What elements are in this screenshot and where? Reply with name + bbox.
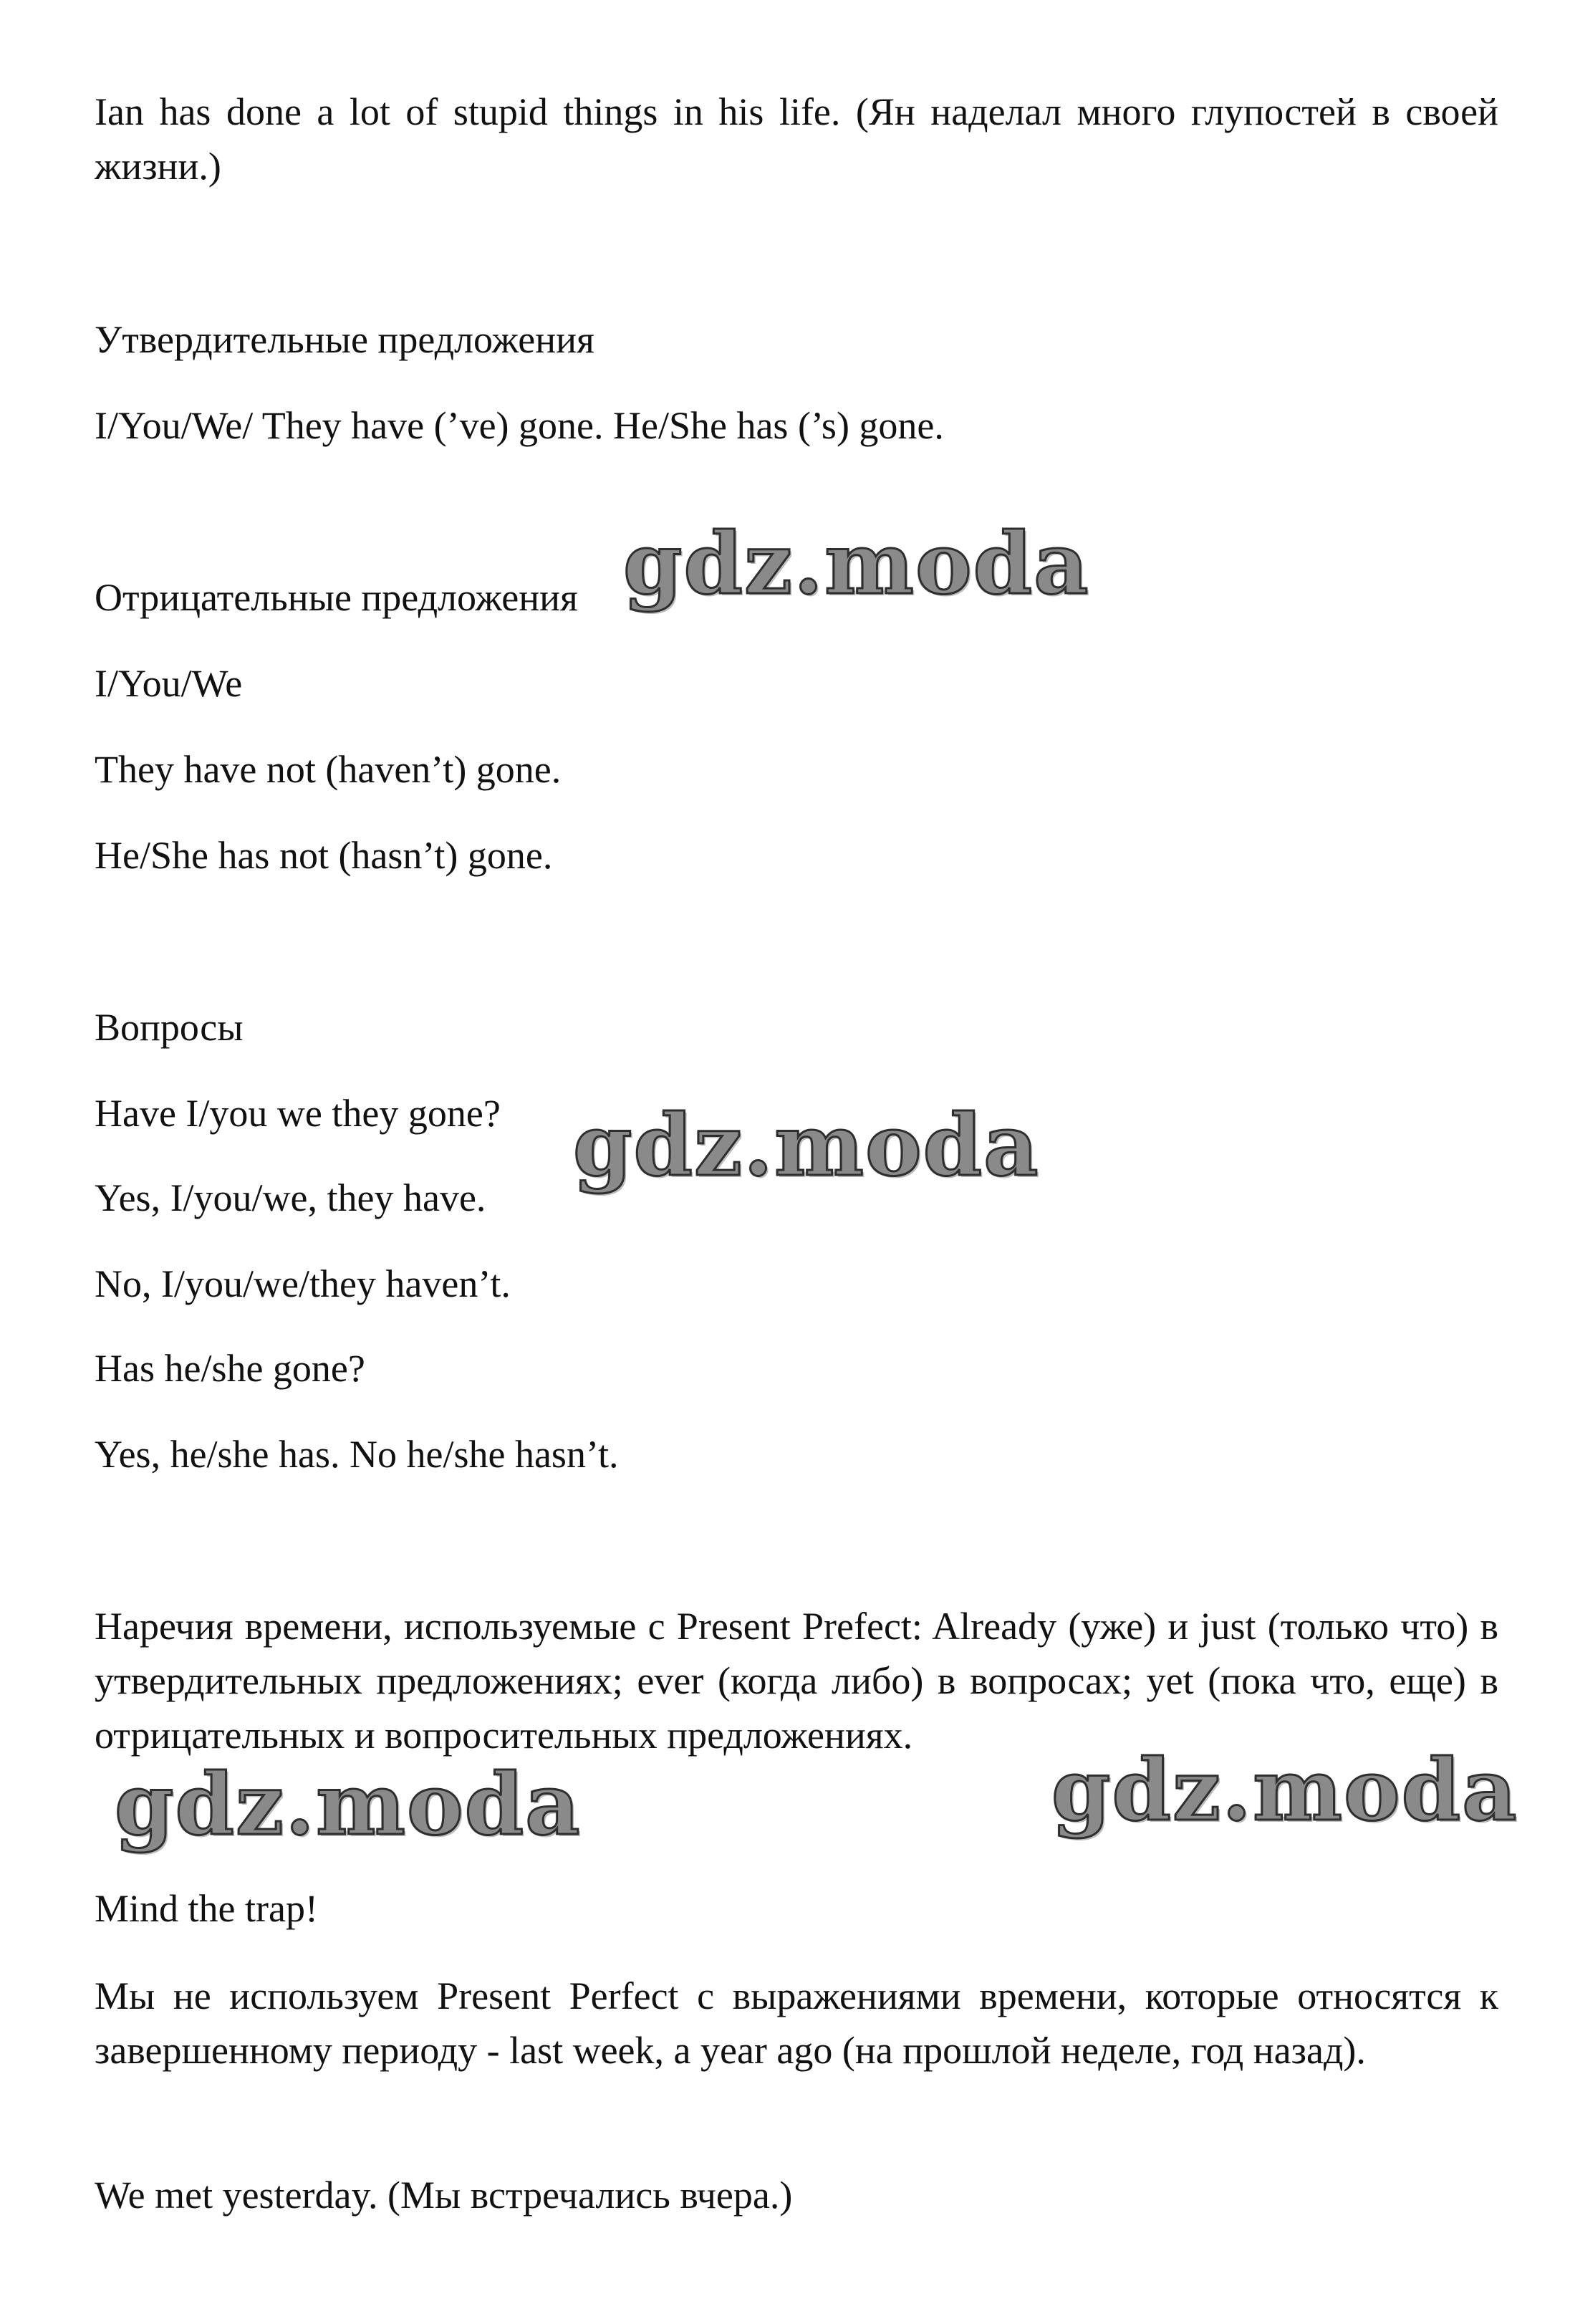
- final-example: We met yesterday. (Мы встречались вчера.): [95, 2174, 793, 2217]
- adverbs-paragraph: Наречия времени, используемые с Present Prefect: Already (уже) и just (только что) в утвердительных предложениях; ever (когда либо) в вопросах; yet (пока что, еще) в отрицательных и вопросительных предложениях.: [95, 1605, 1498, 1757]
- negative-heading: Отрицательные предложения: [95, 576, 578, 619]
- affirmative-heading: Утвердительные предложения: [95, 318, 594, 361]
- watermark-gdz-moda: gdz.moda: [573, 1095, 1040, 1195]
- negative-line-1: I/You/We: [95, 662, 243, 705]
- trap-paragraph: Мы не используем Present Perfect с выражениями времени, которые относятся к завершенному периоду - last week, a year ago (на прошлой неделе, год назад).: [95, 1974, 1498, 2072]
- ian-sentence: Ian has done a lot of stupid things in his life. (Ян наделал много глупостей в своей жизни.): [95, 90, 1498, 188]
- question-line-2: Yes, I/you/we, they have.: [95, 1176, 486, 1219]
- watermark-gdz-moda: gdz.moda: [623, 514, 1090, 613]
- trap-heading: Mind the trap!: [95, 1887, 318, 1930]
- negative-line-3: He/She has not (hasn’t) gone.: [95, 834, 553, 877]
- questions-heading: Вопросы: [95, 1006, 244, 1049]
- question-line-4: Has he/she gone?: [95, 1347, 365, 1390]
- question-line-1: Have I/you we they gone?: [95, 1092, 501, 1135]
- affirmative-example: I/You/We/ They have (’ve) gone. He/She has (’s) gone.: [95, 404, 944, 447]
- watermark-gdz-moda: gdz.moda: [115, 1754, 582, 1854]
- watermark-gdz-moda: gdz.moda: [1051, 1740, 1518, 1840]
- negative-line-2: They have not (haven’t) gone.: [95, 748, 562, 791]
- question-line-5: Yes, he/she has. No he/she hasn’t.: [95, 1433, 619, 1476]
- question-line-3: No, I/you/we/they haven’t.: [95, 1262, 511, 1305]
